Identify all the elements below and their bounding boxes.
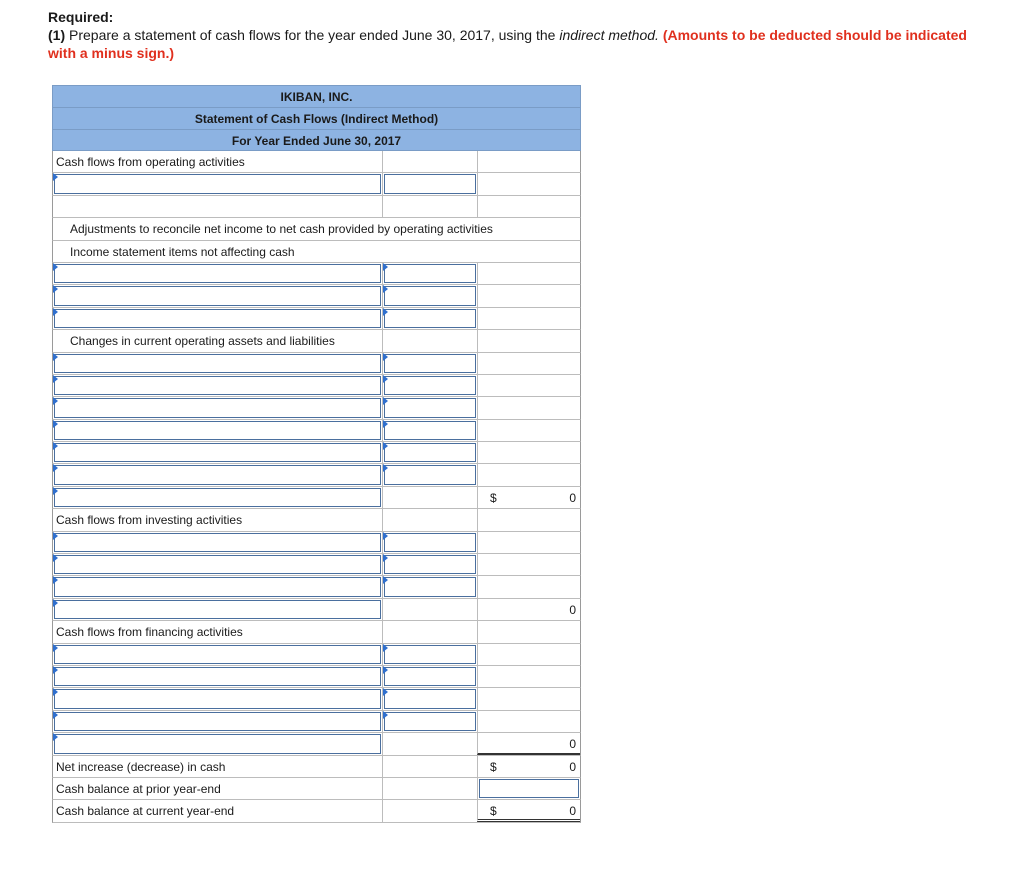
dropdown-marker-icon: [53, 711, 58, 719]
investing-item-description-input[interactable]: [54, 577, 381, 596]
financing-item-amount-input[interactable]: [384, 712, 476, 731]
investing-total-description-input[interactable]: [54, 600, 381, 619]
change-item-amount-input[interactable]: [384, 465, 476, 484]
financing-item-row: [52, 688, 581, 710]
changes-header: [52, 330, 581, 352]
change-item-row: [52, 442, 581, 464]
investing-item-description-input[interactable]: [54, 555, 381, 574]
change-item-amount-input[interactable]: [384, 354, 476, 373]
change-item-description-input[interactable]: [54, 398, 381, 417]
net-income-amount-input[interactable]: [384, 174, 476, 193]
investing-label: Cash flows from investing activities: [56, 513, 243, 528]
change-item-row: [52, 464, 581, 486]
change-item-amount-input[interactable]: [384, 398, 476, 417]
financing-section-header: [52, 621, 581, 643]
change-item-description-input[interactable]: [54, 354, 381, 373]
dropdown-marker-icon: [53, 353, 58, 361]
dropdown-marker-icon: [383, 442, 388, 450]
investing-item-description-input[interactable]: [54, 533, 381, 552]
dropdown-marker-icon: [383, 576, 388, 584]
changes-label: Changes in current operating assets and liabilities: [70, 334, 335, 349]
investing-item-row: [52, 554, 581, 576]
dropdown-marker-icon: [53, 554, 58, 562]
part-number: (1): [48, 27, 66, 43]
net-income-description-input[interactable]: [54, 174, 381, 193]
change-item-row: [52, 353, 581, 375]
financing-item-amount-input[interactable]: [384, 645, 476, 664]
dropdown-marker-icon: [383, 666, 388, 674]
dropdown-marker-icon: [383, 375, 388, 383]
company-name: IKIBAN, INC.: [52, 85, 581, 107]
current-balance-label: Cash balance at current year-end: [56, 804, 235, 819]
currency-symbol: $: [490, 490, 497, 505]
dropdown-marker-icon: [53, 644, 58, 652]
adjustments-header: [52, 218, 581, 240]
dropdown-marker-icon: [53, 263, 58, 271]
change-item-row: [52, 397, 581, 419]
dropdown-marker-icon: [53, 666, 58, 674]
income-items-header: [52, 241, 581, 263]
investing-item-row: [52, 576, 581, 598]
dropdown-marker-icon: [53, 420, 58, 428]
dropdown-marker-icon: [53, 576, 58, 584]
dropdown-marker-icon: [383, 688, 388, 696]
income-item-amount-input[interactable]: [384, 264, 476, 283]
prior-balance-amount-input[interactable]: [479, 779, 579, 798]
financing-item-row: [52, 666, 581, 688]
change-item-amount-input[interactable]: [384, 443, 476, 462]
required-heading: Required:: [48, 9, 114, 25]
dropdown-marker-icon: [53, 688, 58, 696]
dropdown-marker-icon: [383, 285, 388, 293]
requirement-text: [48, 26, 968, 62]
operating-total-description-input[interactable]: [54, 488, 381, 507]
change-item-amount-input[interactable]: [384, 376, 476, 395]
income-item-amount-input[interactable]: [384, 286, 476, 305]
dropdown-marker-icon: [53, 375, 58, 383]
financing-item-description-input[interactable]: [54, 645, 381, 664]
financing-item-description-input[interactable]: [54, 689, 381, 708]
change-item-description-input[interactable]: [54, 465, 381, 484]
net-income-row: [52, 173, 581, 195]
income-item-row: [52, 308, 581, 330]
investing-total-row: [52, 599, 581, 621]
change-item-description-input[interactable]: [54, 443, 381, 462]
change-item-row: [52, 375, 581, 397]
current-balance-value: 0: [569, 804, 576, 819]
dropdown-marker-icon: [383, 353, 388, 361]
current-balance-row: [52, 800, 581, 822]
investing-item-row: [52, 532, 581, 554]
dropdown-marker-icon: [383, 644, 388, 652]
dropdown-marker-icon: [383, 554, 388, 562]
dropdown-marker-icon: [53, 532, 58, 540]
income-item-row: [52, 285, 581, 307]
prior-balance-label: Cash balance at prior year-end: [56, 781, 221, 796]
currency-symbol: $: [490, 804, 497, 819]
currency-symbol: $: [490, 759, 497, 774]
financing-item-amount-input[interactable]: [384, 667, 476, 686]
blank-row: [52, 196, 581, 218]
dropdown-marker-icon: [53, 487, 58, 495]
dropdown-marker-icon: [53, 442, 58, 450]
change-item-description-input[interactable]: [54, 421, 381, 440]
financing-total-description-input[interactable]: [54, 734, 381, 753]
dropdown-marker-icon: [383, 464, 388, 472]
financing-item-description-input[interactable]: [54, 712, 381, 731]
income-item-description-input[interactable]: [54, 286, 381, 305]
income-items-label: Income statement items not affecting cash: [70, 244, 295, 259]
prior-balance-row: [52, 778, 581, 800]
investing-item-amount-input[interactable]: [384, 555, 476, 574]
operating-label: Cash flows from operating activities: [56, 155, 245, 169]
method-name: indirect method.: [559, 27, 659, 43]
financing-total-value: 0: [569, 737, 576, 752]
dropdown-marker-icon: [383, 420, 388, 428]
income-item-amount-input[interactable]: [384, 309, 476, 328]
dropdown-marker-icon: [53, 285, 58, 293]
adjustments-label: Adjustments to reconcile net income to net cash provided by operating activities: [70, 222, 493, 237]
financing-item-row: [52, 644, 581, 666]
financing-total-row: [52, 733, 581, 755]
dropdown-marker-icon: [53, 733, 58, 741]
change-item-description-input[interactable]: [54, 376, 381, 395]
statement-title: Statement of Cash Flows (Indirect Method): [52, 107, 581, 129]
dropdown-marker-icon: [383, 532, 388, 540]
dropdown-marker-icon: [53, 397, 58, 405]
operating-total-row: [52, 487, 581, 509]
dropdown-marker-icon: [53, 173, 58, 181]
instructions: [48, 8, 968, 62]
minus-sign-warning: (Amounts to be deducted should be indicated with a minus sign.): [48, 27, 967, 61]
cash-flow-statement: [52, 85, 581, 823]
investing-item-amount-input[interactable]: [384, 533, 476, 552]
income-item-description-input[interactable]: [54, 309, 381, 328]
dropdown-marker-icon: [383, 397, 388, 405]
operating-section-header: [52, 151, 581, 173]
net-increase-label: Net increase (decrease) in cash: [56, 759, 226, 774]
dropdown-marker-icon: [53, 599, 58, 607]
financing-item-row: [52, 711, 581, 733]
dropdown-marker-icon: [383, 711, 388, 719]
change-item-amount-input[interactable]: [384, 421, 476, 440]
financing-item-description-input[interactable]: [54, 667, 381, 686]
financing-item-amount-input[interactable]: [384, 689, 476, 708]
change-item-row: [52, 420, 581, 442]
requirement-body: Prepare a statement of cash flows for the year ended June 30, 2017, using the: [65, 27, 560, 43]
investing-item-amount-input[interactable]: [384, 577, 476, 596]
investing-section-header: [52, 509, 581, 531]
net-increase-row: [52, 756, 581, 778]
dropdown-marker-icon: [53, 308, 58, 316]
dropdown-marker-icon: [53, 464, 58, 472]
operating-total-value: 0: [569, 490, 576, 505]
income-item-description-input[interactable]: [54, 264, 381, 283]
income-item-row: [52, 263, 581, 285]
dropdown-marker-icon: [383, 308, 388, 316]
statement-period: For Year Ended June 30, 2017: [52, 129, 581, 151]
net-increase-value: 0: [569, 759, 576, 774]
dropdown-marker-icon: [383, 263, 388, 271]
investing-total-value: 0: [569, 602, 576, 617]
financing-label: Cash flows from financing activities: [56, 625, 243, 640]
